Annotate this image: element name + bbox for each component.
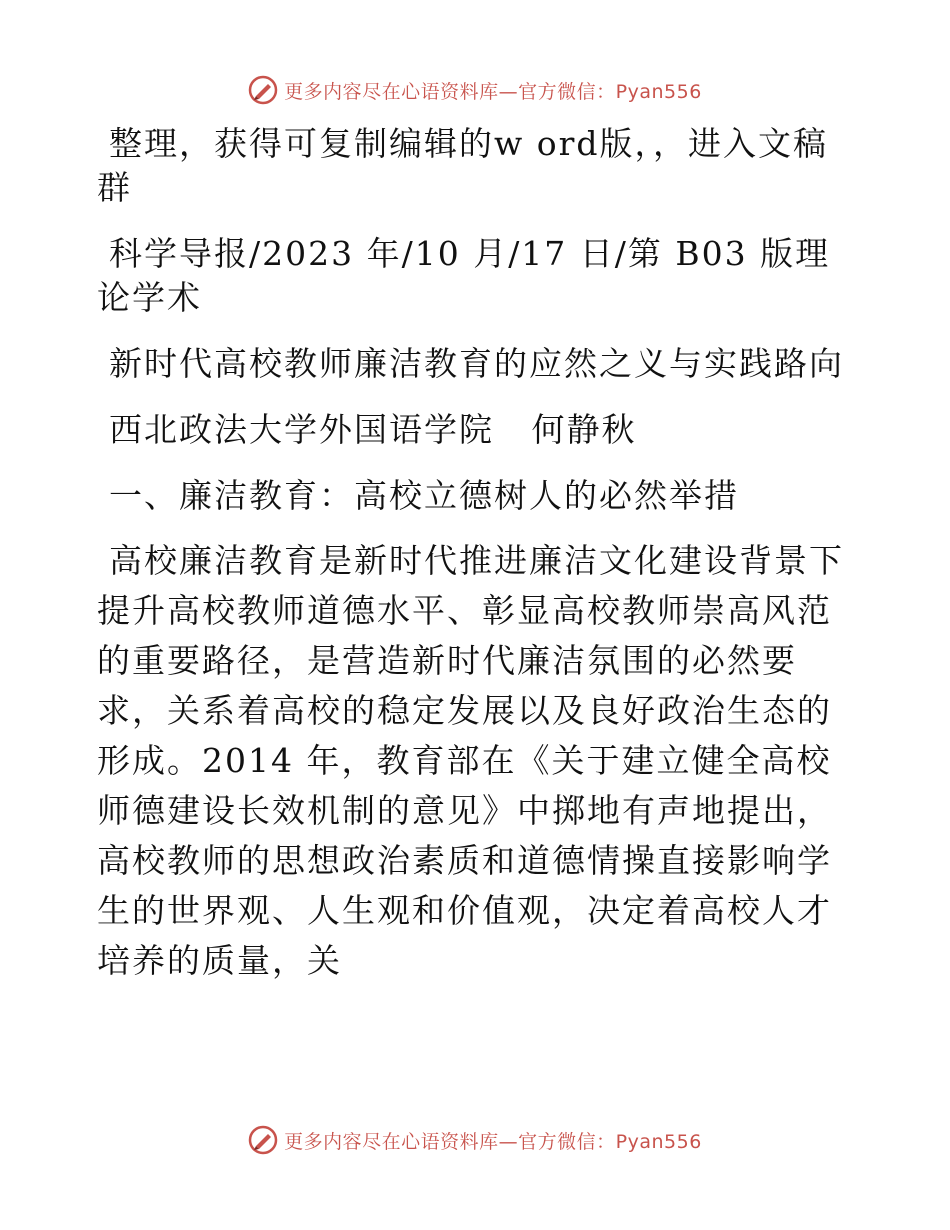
source-line: 科学导报/2023 年/10 月/17 日/第 B03 版理论学术 [97, 234, 831, 317]
body-paragraph: 高校廉洁教育是新时代推进廉洁文化建设背景下提升高校教师道德水平、彰显高校教师崇高风范的重要路径，是营造新时代廉洁氛围的必然要求，关系着高校的稳定发展以及良好政治生态的形成。2014 年，教育部在《关于建立健全高校师德建设长效机制的意见》中掷地有声地提出，高校教师的思想政治素质和道德情操直接影响学生的世界观、人生观和价值观，决定着高校人才培养的质量，关 [97, 541, 844, 980]
intro-note: 整理，获得可复制编辑的w ord版，，进入文稿群 [97, 124, 829, 207]
banner-text: 更多内容尽在心语资料库—官方微信：Pyan556 [284, 1130, 702, 1153]
document-body [97, 122, 857, 1008]
banner-text: 更多内容尽在心语资料库—官方微信：Pyan556 [284, 80, 702, 103]
article-title: 新时代高校教师廉洁教育的应然之义与实践路向 [109, 344, 844, 383]
seal-logo-icon [248, 1125, 278, 1155]
seal-logo-icon [248, 75, 278, 105]
section-heading: 一、廉洁教育：高校立德树人的必然举措 [109, 476, 739, 515]
header-watermark-banner [0, 70, 950, 110]
footer-watermark-banner [0, 1120, 950, 1160]
author-line: 西北政法大学外国语学院 何静秋 [109, 410, 637, 449]
